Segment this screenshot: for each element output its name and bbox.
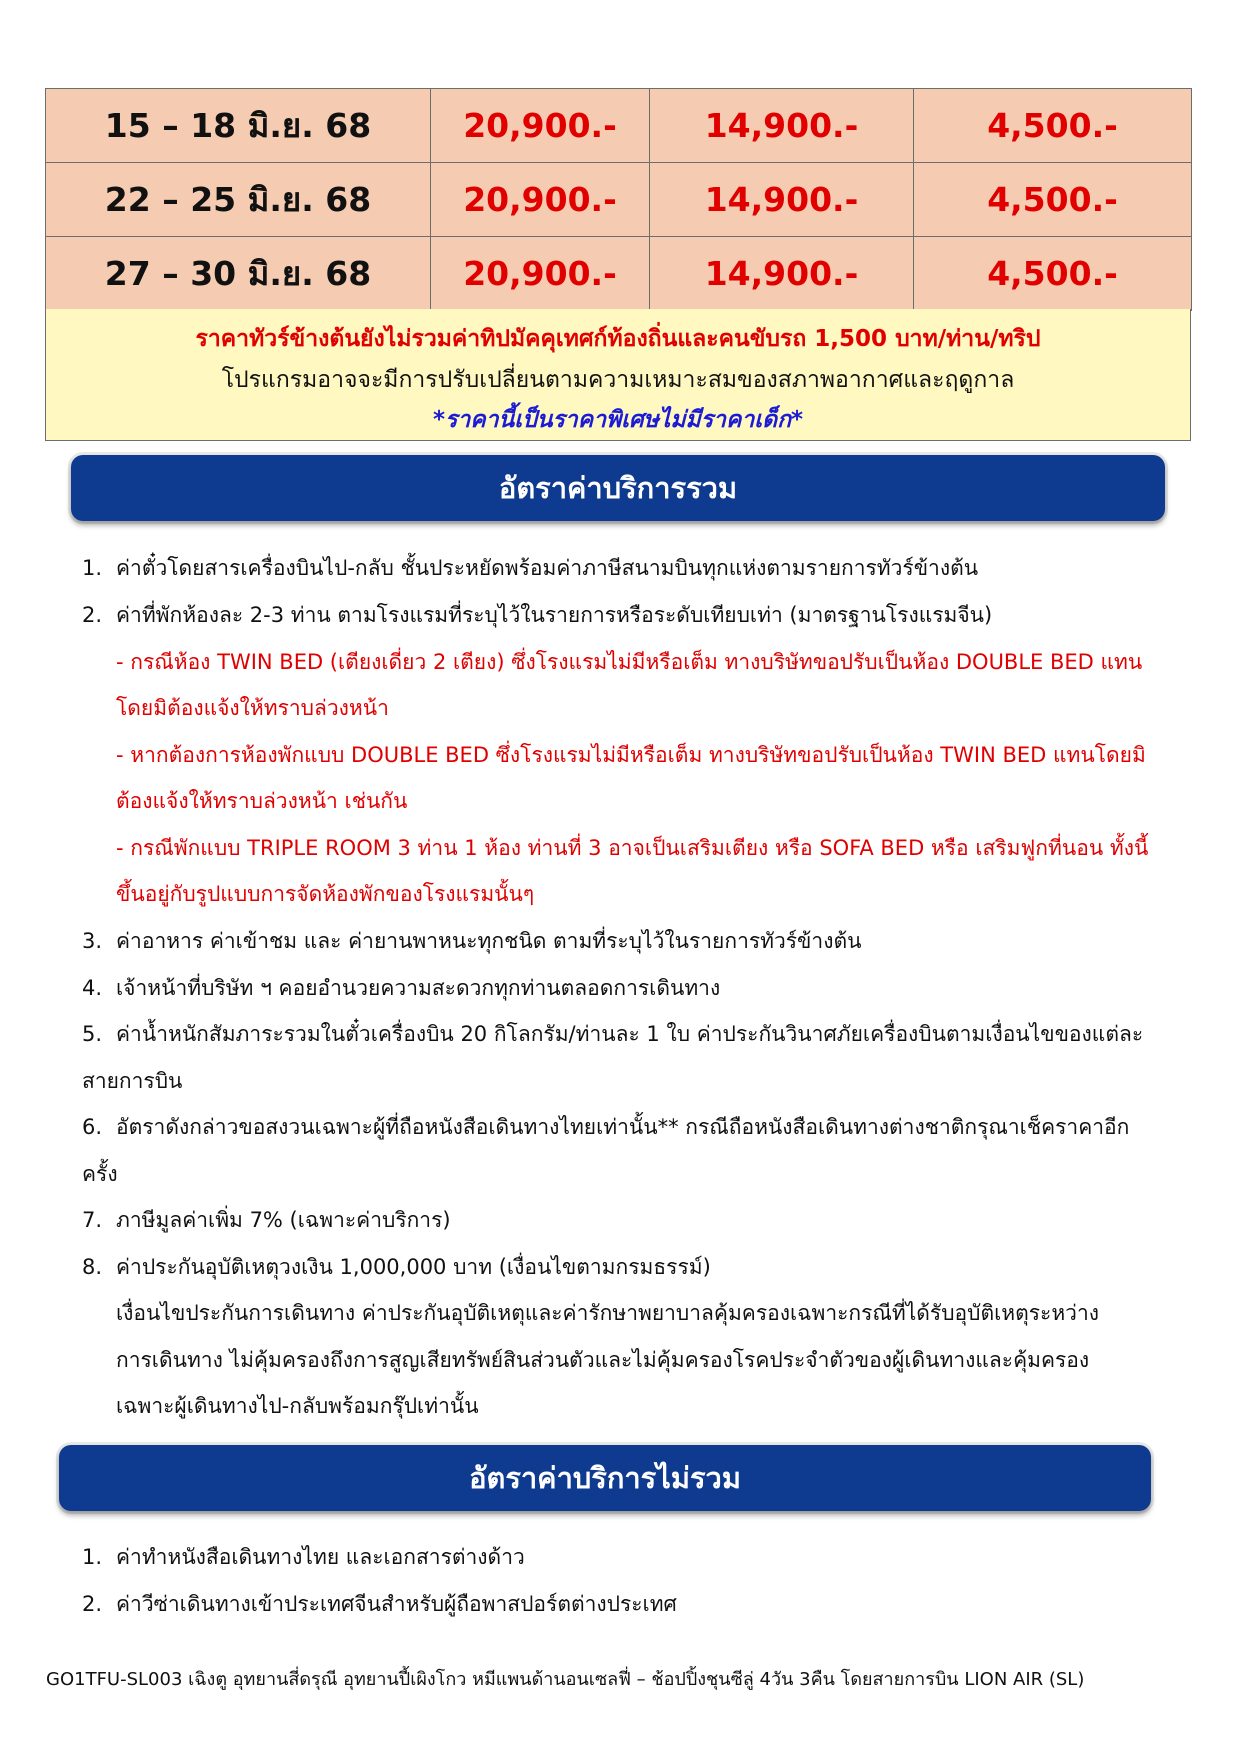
price-adult: 20,900.-: [431, 163, 650, 237]
price-child: 14,900.-: [650, 89, 914, 163]
item-text: ค่าตั๋วโดยสารเครื่องบินไป-กลับ ชั้นประหยัดพร้อมค่าภาษีสนามบินทุกแห่งตามรายการทัวร์ข้างต้น: [116, 556, 979, 580]
tip-note: ราคาทัวร์ข้างต้นยังไม่รวมค่าทิปมัคคุเทศก์ท้องถิ่นและคนขับรถ 1,500 บาท/ท่าน/ทริป: [195, 326, 1041, 352]
item-text: สายการบิน: [82, 1069, 183, 1093]
item-text: ค่าอาหาร ค่าเข้าชม และ ค่ายานพาหนะทุกชนิด ตามที่ระบุไว้ในรายการทัวร์ข้างต้น: [116, 929, 862, 953]
list-item: [116, 648, 1142, 676]
item-number: 5.: [82, 1022, 103, 1046]
price-child: 14,900.-: [650, 163, 914, 237]
item-number: 6.: [82, 1115, 103, 1139]
item-text: การเดินทาง ไม่คุ้มครองถึงการสูญเสียทรัพย์สินส่วนตัวและไม่คุ้มครองโรคประจำตัวของผู้เดินทางและคุ้มครอง: [116, 1348, 1090, 1372]
item-text: - กรณีพักแบบ TRIPLE ROOM 3 ท่าน 1 ห้อง ท่านที่ 3 อาจเป็นเสริมเตียง หรือ SOFA BED หรือ เสริมฟูกที่นอน ทั้งนี้: [116, 836, 1149, 860]
item-number: 2.: [82, 1592, 103, 1616]
list-item: [82, 1160, 118, 1188]
item-text: อัตราดังกล่าวขอสงวนเฉพาะผู้ที่ถือหนังสือเดินทางไทยเท่านั้น** กรณีถือหนังสือเดินทางต่างชาติกรุณาเช็คราคาอีก: [116, 1115, 1130, 1139]
list-item: [116, 787, 407, 815]
price-adult: 20,900.-: [431, 237, 650, 311]
excluded-header: อัตราค่าบริการไม่รวม: [59, 1445, 1151, 1511]
list-item: [82, 1253, 711, 1281]
list-item: [82, 1067, 182, 1095]
item-text: เฉพาะผู้เดินทางไป-กลับพร้อมกรุ๊ปเท่านั้น: [116, 1394, 479, 1418]
page-footer: GO1TFU-SL003 เฉิงตู อุทยานสี่ดรุณี อุทยานปี้เผิงโกว หมีแพนด้านอนเซลฟี่ – ช้อปปิ้งชุนซีลู่ 4วัน 3คืน โดยสายการบิน LION AIR (SL): [46, 1669, 1085, 1690]
item-text: - กรณีห้อง TWIN BED (เตียงเดี่ยว 2 เตียง) ซึ่งโรงแรมไม่มีหรือเต็ม ทางบริษัทขอปรับเป็นห้อง DOUBLE BED แทน: [116, 650, 1143, 674]
item-number: 1.: [82, 556, 103, 580]
item-number: 3.: [82, 929, 103, 953]
list-item: [82, 1543, 525, 1571]
item-number: 2.: [82, 603, 103, 627]
list-item: [82, 554, 978, 582]
price-row: [46, 89, 1192, 163]
item-text: ต้องแจ้งให้ทราบล่วงหน้า เช่นกัน: [116, 789, 408, 813]
tour-date: 22 – 25 มิ.ย. 68: [46, 163, 431, 237]
item-text: ค่าทำหนังสือเดินทางไทย และเอกสารต่างด้าว: [116, 1545, 525, 1569]
item-text: ครั้ง: [82, 1162, 118, 1186]
list-item: [116, 1392, 479, 1420]
list-item: [82, 1206, 451, 1234]
item-number: 8.: [82, 1255, 103, 1279]
item-number: 7.: [82, 1208, 103, 1232]
item-text: ค่าวีซ่าเดินทางเข้าประเทศจีนสำหรับผู้ถือพาสปอร์ตต่างประเทศ: [116, 1592, 677, 1616]
price-table: [45, 88, 1192, 311]
price-child: 14,900.-: [650, 237, 914, 311]
list-item: [116, 741, 1146, 769]
special-price-note: *ราคานี้เป็นราคาพิเศษไม่มีราคาเด็ก*: [432, 407, 804, 433]
price-single: 4,500.-: [914, 89, 1192, 163]
list-item: [82, 1020, 1143, 1048]
item-text: - หากต้องการห้องพักแบบ DOUBLE BED ซึ่งโรงแรมไม่มีหรือเต็ม ทางบริษัทขอปรับเป็นห้อง TWIN BED แทนโดยมิ: [116, 743, 1146, 767]
price-row: [46, 237, 1192, 311]
price-notes: [45, 309, 1191, 441]
included-header: อัตราค่าบริการรวม: [71, 455, 1165, 521]
list-item: [116, 834, 1148, 862]
price-row: [46, 163, 1192, 237]
tour-date: 15 – 18 มิ.ย. 68: [46, 89, 431, 163]
item-number: 1.: [82, 1545, 103, 1569]
price-single: 4,500.-: [914, 237, 1192, 311]
list-item: [116, 1299, 1099, 1327]
item-text: ค่าน้ำหนักสัมภาระรวมในตั๋วเครื่องบิน 20 กิโลกรัม/ท่านละ 1 ใบ ค่าประกันวินาศภัยเครื่องบินตามเงื่อนไขของแต่ละ: [116, 1022, 1144, 1046]
price-adult: 20,900.-: [431, 89, 650, 163]
list-item: [82, 1113, 1129, 1141]
list-item: [82, 927, 861, 955]
item-text: ค่าประกันอุบัติเหตุวงเงิน 1,000,000 บาท (เงื่อนไขตามกรมธรรม์): [116, 1255, 711, 1279]
item-text: ค่าที่พักห้องละ 2-3 ท่าน ตามโรงแรมที่ระบุไว้ในรายการหรือระดับเทียบเท่า (มาตรฐานโรงแรมจีน): [116, 603, 993, 627]
tour-date: 27 – 30 มิ.ย. 68: [46, 237, 431, 311]
list-item: [116, 694, 389, 722]
item-number: 4.: [82, 976, 103, 1000]
list-item: [82, 974, 720, 1002]
program-note: โปรแกรมอาจจะมีการปรับเปลี่ยนตามความเหมาะสมของสภาพอากาศและฤดูกาล: [221, 367, 1015, 393]
price-single: 4,500.-: [914, 163, 1192, 237]
item-text: เงื่อนไขประกันการเดินทาง ค่าประกันอุบัติเหตุและค่ารักษาพยาบาลคุ้มครองเฉพาะกรณีที่ได้รับอุบัติเหตุระหว่าง: [116, 1301, 1100, 1325]
list-item: [116, 1346, 1089, 1374]
list-item: [82, 1590, 677, 1618]
item-text: เจ้าหน้าที่บริษัท ฯ คอยอำนวยความสะดวกทุกท่านตลอดการเดินทาง: [116, 976, 721, 1000]
list-item: [116, 880, 534, 908]
item-text: โดยมิต้องแจ้งให้ทราบล่วงหน้า: [116, 696, 389, 720]
item-text: ขึ้นอยู่กับรูปแบบการจัดห้องพักของโรงแรมนั้นๆ: [116, 882, 535, 906]
list-item: [82, 601, 992, 629]
item-text: ภาษีมูลค่าเพิ่ม 7% (เฉพาะค่าบริการ): [116, 1208, 451, 1232]
